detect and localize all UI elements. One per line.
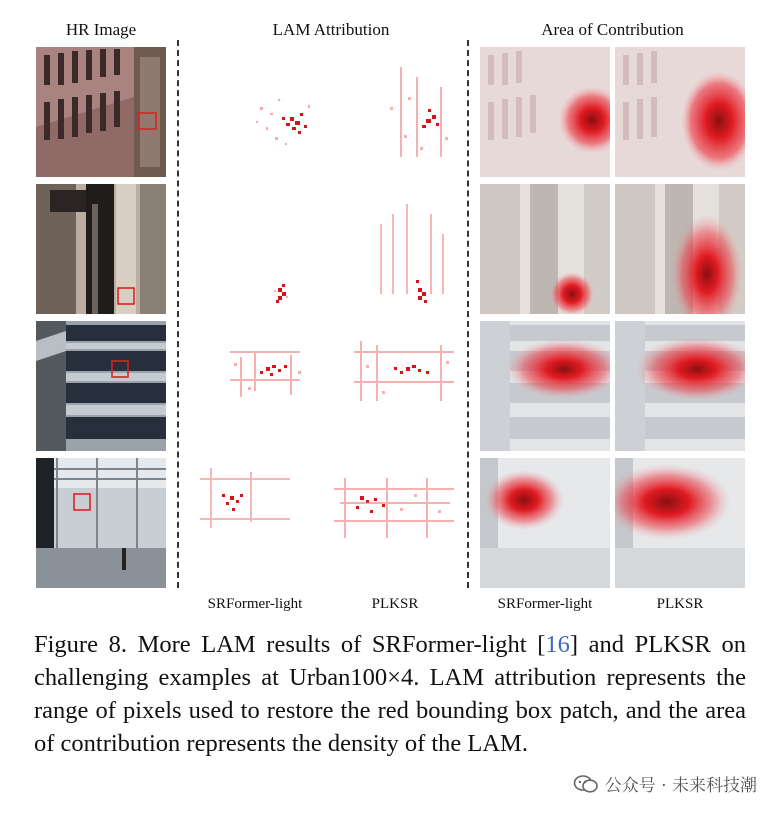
lam-plksr-row4 bbox=[330, 458, 460, 588]
label-area-plksr: PLKSR bbox=[656, 596, 704, 612]
citation-link[interactable]: 16 bbox=[545, 631, 570, 658]
hr-image-row2 bbox=[36, 184, 166, 314]
header-hr-image: HR Image bbox=[65, 20, 137, 39]
lam-plksr-row3 bbox=[330, 321, 460, 451]
lam-plksr-row2 bbox=[330, 184, 460, 314]
divider-right bbox=[467, 40, 469, 588]
watermark-text: 公众号 · 未来科技潮 bbox=[604, 776, 757, 796]
label-lam-srformer: SRFormer-light bbox=[207, 596, 303, 612]
figure-caption bbox=[34, 628, 746, 760]
header-lam-attribution: LAM Attribution bbox=[272, 20, 390, 39]
caption-text-end: ] and PLKSR on challenging examples at Urban100×4. LAM attribution represents the range of pixels used to restore the red bounding box patch, and the area of contribution represents the density of the LAM. bbox=[34, 631, 746, 757]
hr-image-row3 bbox=[36, 321, 166, 451]
watermark bbox=[573, 771, 757, 796]
lam-srformer-row2 bbox=[190, 184, 320, 314]
hr-image-row1 bbox=[36, 47, 166, 177]
hr-image-row4 bbox=[36, 458, 166, 588]
wechat-icon bbox=[573, 774, 599, 794]
lam-srformer-row1 bbox=[190, 47, 320, 177]
area-srformer-row1 bbox=[480, 47, 610, 177]
lam-plksr-row1 bbox=[330, 47, 460, 177]
lam-srformer-row3 bbox=[190, 321, 320, 451]
header-area-of-contribution: Area of Contribution bbox=[541, 20, 684, 39]
caption-text-start: Figure 8. More LAM results of SRFormer-light [ bbox=[34, 631, 546, 658]
label-lam-plksr: PLKSR bbox=[371, 596, 419, 612]
area-srformer-row4 bbox=[480, 458, 610, 588]
lam-srformer-row4 bbox=[190, 458, 320, 588]
area-plksr-row4 bbox=[615, 458, 745, 588]
area-plksr-row3 bbox=[615, 321, 745, 451]
label-area-srformer: SRFormer-light bbox=[497, 596, 593, 612]
area-plksr-row2 bbox=[615, 184, 745, 314]
area-srformer-row3 bbox=[480, 321, 610, 451]
area-plksr-row1 bbox=[615, 47, 745, 177]
divider-left bbox=[177, 40, 179, 588]
area-srformer-row2 bbox=[480, 184, 610, 314]
